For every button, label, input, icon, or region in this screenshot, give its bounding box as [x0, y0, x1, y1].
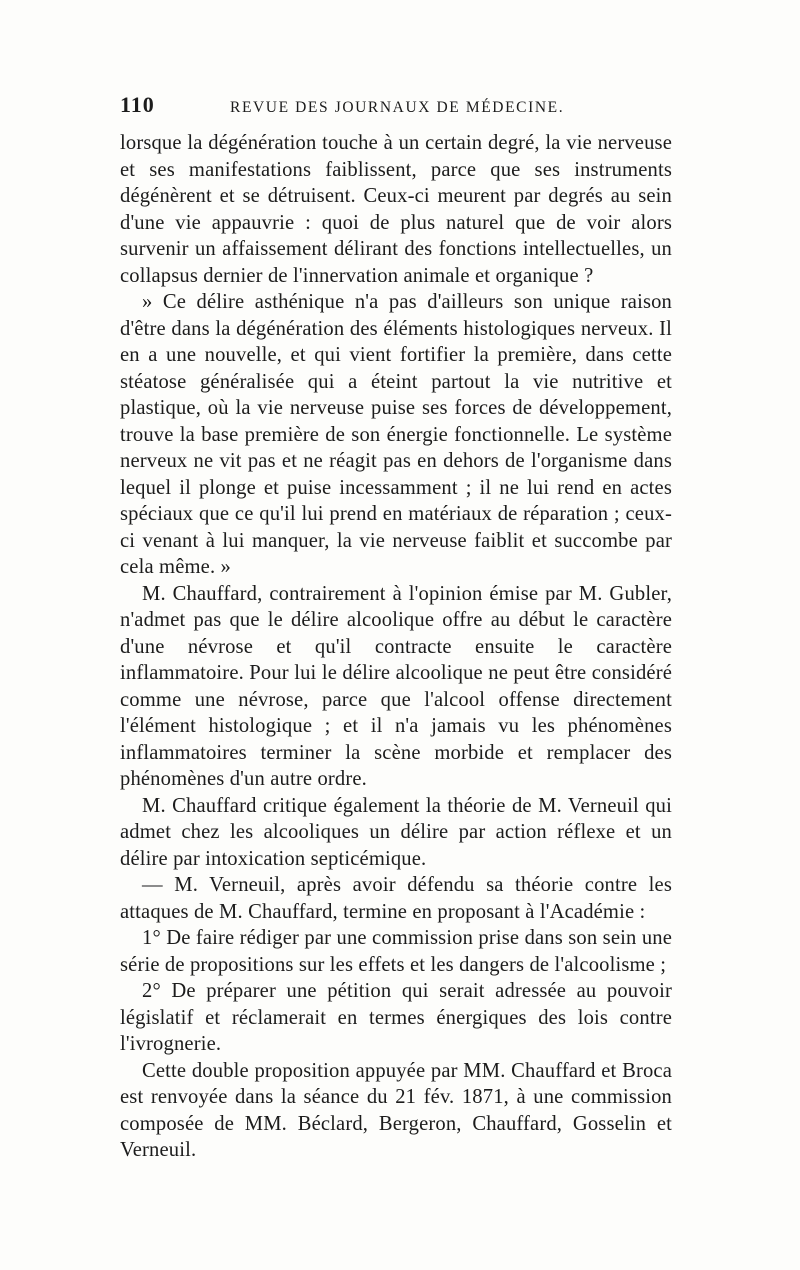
paragraph-continuation: lorsque la dégénération touche à un certain degré, la vie nerveuse et ses manifestations faiblissent, parce que ses instruments dégénèrent et se détruisent. Ceux-ci meurent par degrés au sein d'une vie appauvrie : quoi de plus naturel que de voir alors survenir un affaissement délirant des fonctions intellectuelles, un collapsus dernier de l'innervation animale et organique ? — [120, 132, 672, 287]
page-number: 110 — [120, 92, 155, 117]
paragraph-chauffard-verneuil: M. Chauffard critique également la théorie de M. Verneuil qui admet chez les alcooliques un délire par action réflexe et un délire par intoxication septicémique. — [120, 794, 672, 870]
paragraph-verneuil-proposal: — M. Verneuil, après avoir défendu sa théorie contre les attaques de M. Chauffard, termine en proposant à l'Académie : — [120, 874, 672, 923]
body-text — [120, 130, 672, 1164]
journal-title: REVUE DES JOURNAUX DE MÉDECINE. — [230, 99, 565, 116]
paragraph-chauffard-gubler: M. Chauffard, contrairement à l'opinion émise par M. Gubler, n'admet pas que le délire alcoolique offre au début le caractère d'une névrose et qu'il contracte ensuite le caractère inflammatoire. Pour lui le délire alcoolique ne peut être considéré comme une névrose, parce que l'alcool offense directement l'élément histologique ; et il n'a jamais vu les phénomènes inflammatoires terminer la scène morbide et remplacer des phénomènes d'un autre ordre. — [120, 582, 672, 790]
running-head — [120, 92, 672, 124]
paragraph-proposal-2: 2° De préparer une pétition qui serait adressée au pouvoir législatif et réclamerait en termes énergiques des lois contre l'ivrognerie. — [120, 980, 672, 1055]
paragraph-commission: Cette double proposition appuyée par MM. Chauffard et Broca est renvoyée dans la séance du 21 fév. 1871, à une commission composée de MM. Béclard, Bergeron, Chauffard, Gosselin et Verneuil. — [120, 1059, 672, 1161]
paragraph-quote-asthenic-delirium: » Ce délire asthénique n'a pas d'ailleurs son unique raison d'être dans la dégénération des éléments histologiques nerveux. Il en a une nouvelle, et qui vient fortifier la première, dans cette stéatose généralisée qui a éteint partout la vie nutritive et plastique, où la vie nerveuse puise ses forces de développement, trouve la base première de son énergie fonctionnelle. Le système nerveux ne vit pas et ne réagit pas en dehors de l'organisme dans lequel il plonge et puise incessamment ; il ne lui rend en actes spéciaux que ce qu'il lui prend en matériaux de réparation ; ceux-ci venant à lui manquer, la vie nerveuse faiblit et succombe par cela même. » — [120, 291, 672, 578]
paragraph-proposal-1: 1° De faire rédiger par une commission prise dans son sein une série de propositions sur les effets et les dangers de l'alcoolisme ; — [120, 927, 672, 976]
